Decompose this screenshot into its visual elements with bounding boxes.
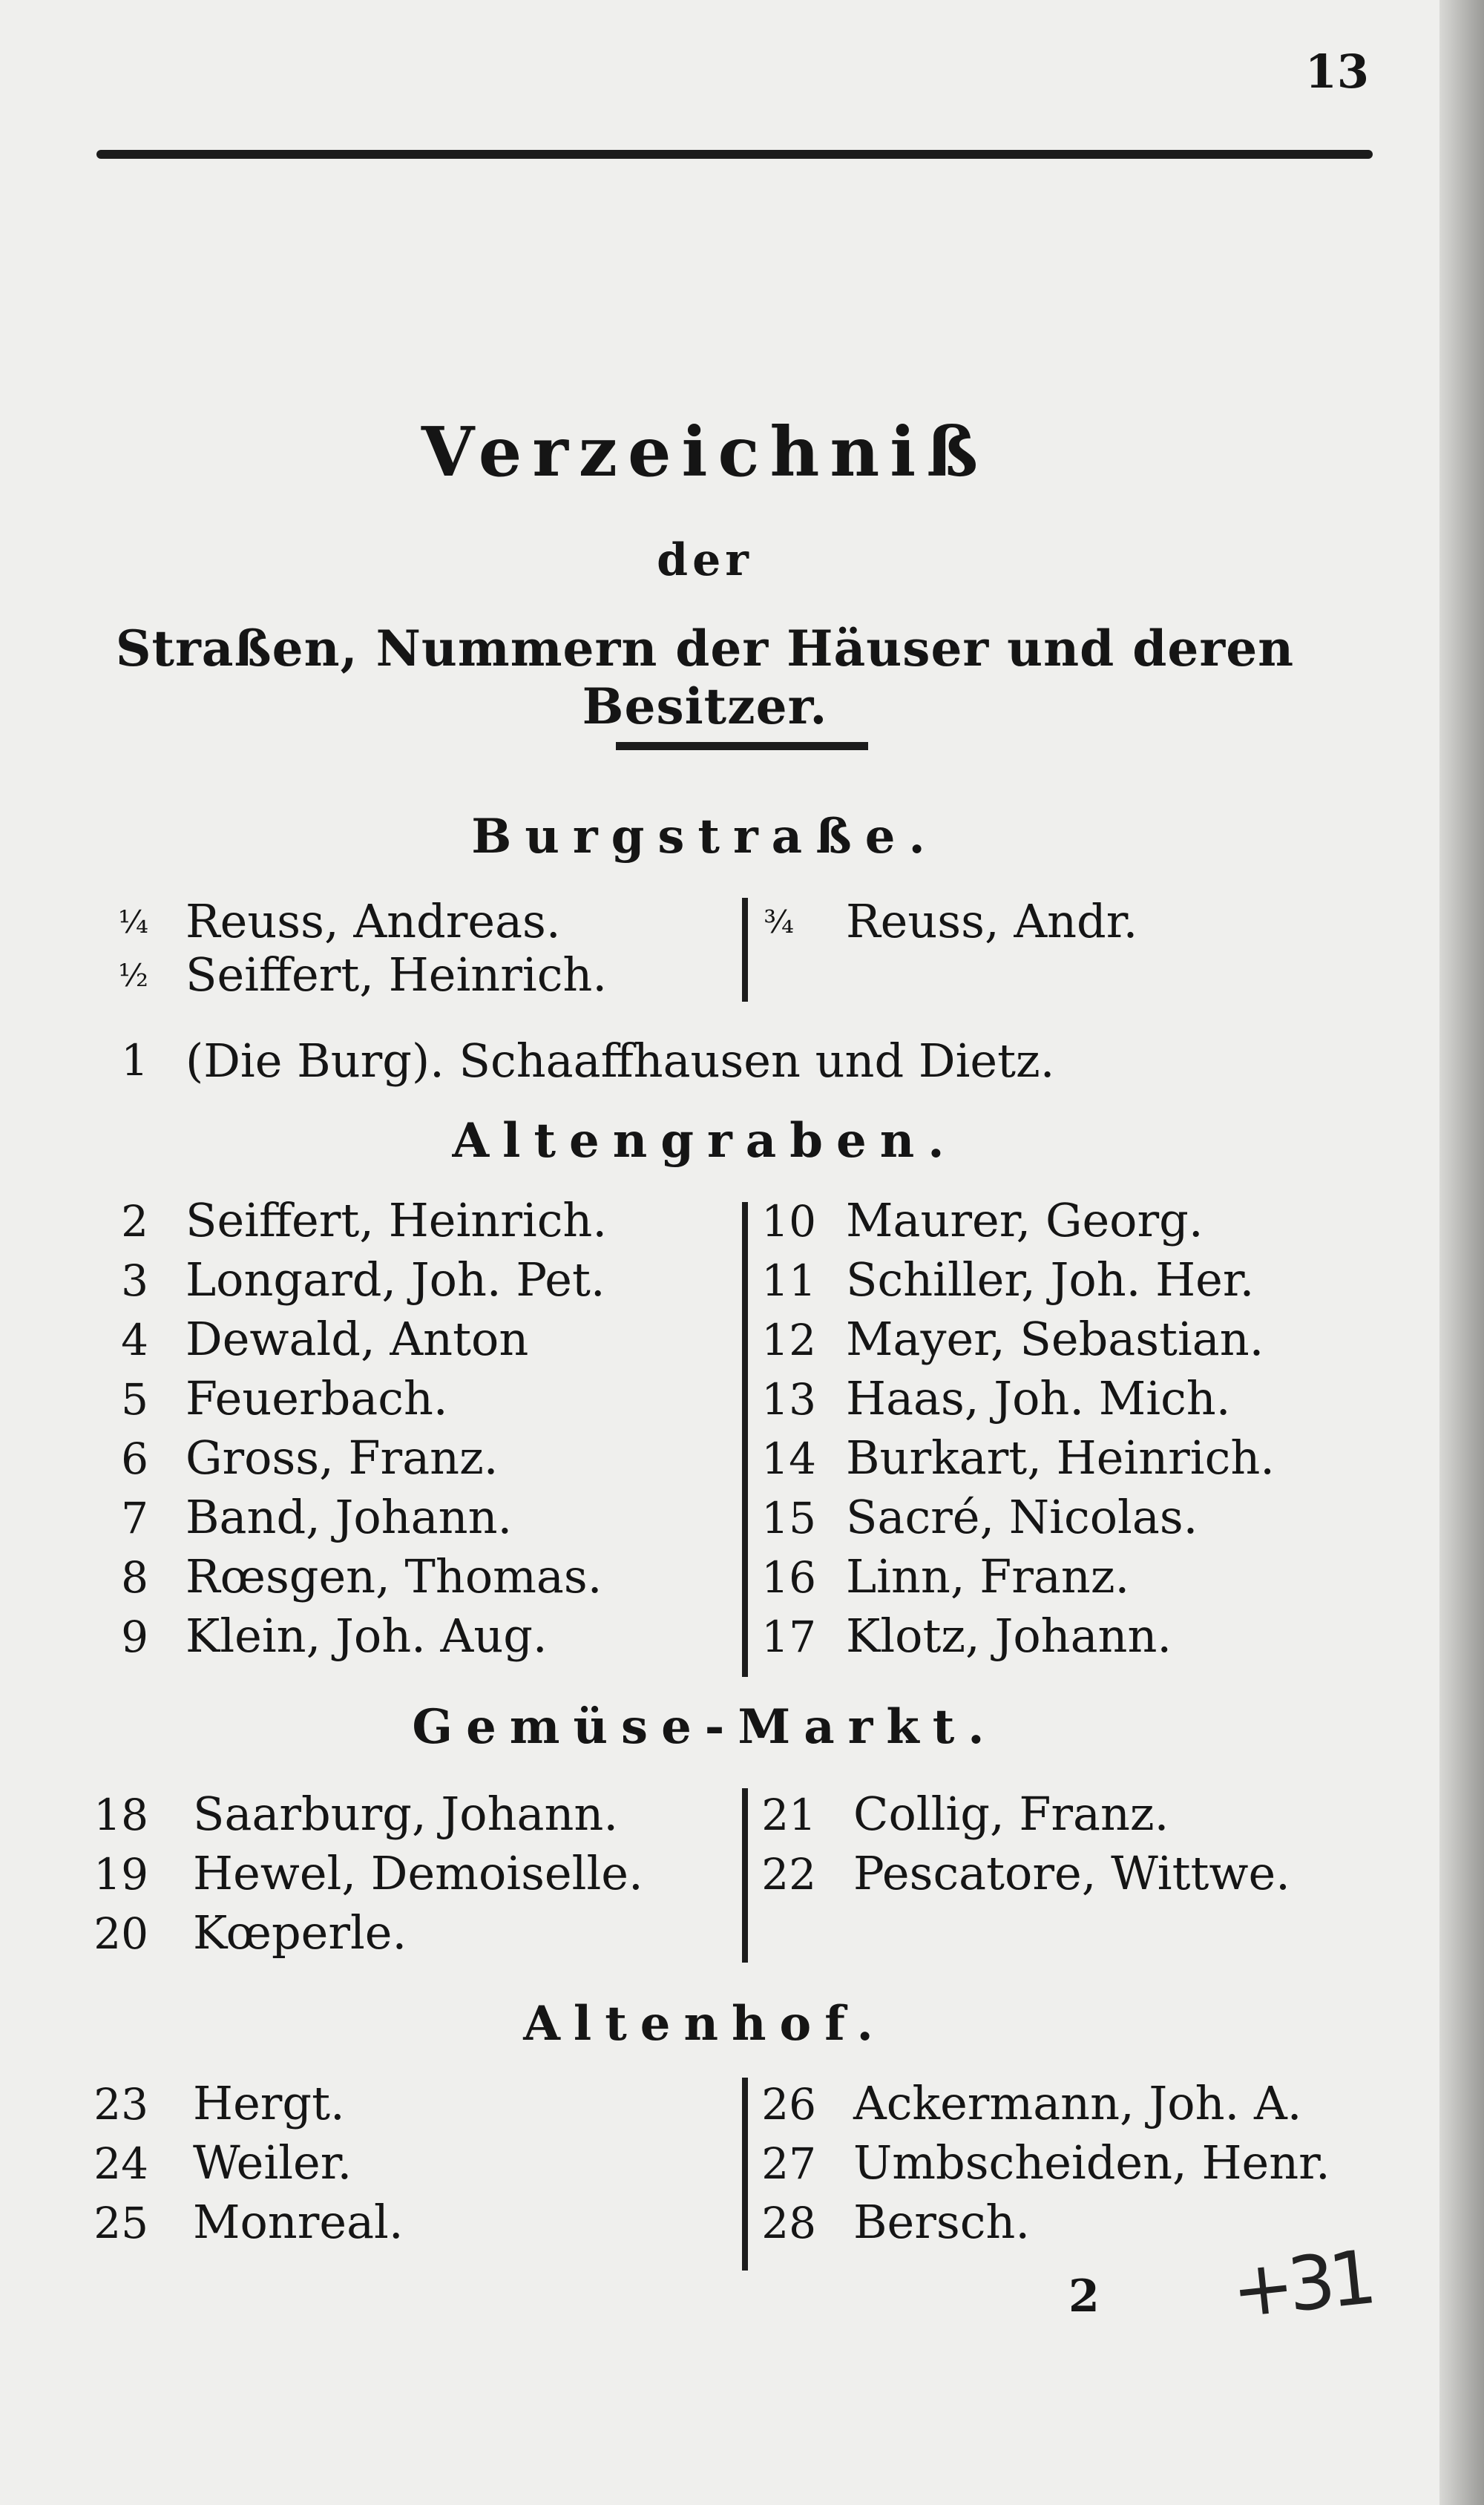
section-heading-burgstrasse: Burgstraße.	[471, 809, 939, 864]
entry-number: 2	[121, 1196, 148, 1247]
entry-owner: Feuerbach.	[186, 1371, 448, 1425]
page-title: Verzeichniß	[421, 412, 989, 492]
page-subtitle: Straßen, Nummern der Häuser und deren Besitzer.	[115, 620, 1295, 735]
entry-owner: Klotz, Johann.	[846, 1609, 1172, 1663]
entry-owner: Mayer, Sebastian.	[846, 1312, 1264, 1366]
entry-owner: Band, Johann.	[186, 1490, 513, 1544]
section-heading-altenhof: Altenhof.	[523, 1996, 887, 2052]
entry-number: 8	[121, 1552, 148, 1603]
entry-owner: Seiffert, Heinrich.	[186, 1193, 608, 1247]
entry-owner: Maurer, Georg.	[846, 1193, 1204, 1247]
entry-owner: Reuss, Andreas.	[186, 894, 561, 948]
entry-number: 24	[93, 2138, 148, 2189]
entry-number: 28	[761, 2198, 816, 2248]
handwritten-annotation: +31	[1227, 2233, 1375, 2335]
signature-mark: 2	[1068, 2271, 1100, 2322]
entry-number: 16	[761, 1552, 816, 1603]
entry-owner: Pescatore, Wittwe.	[853, 1846, 1290, 1900]
entry-owner: Seiffert, Heinrich.	[186, 948, 608, 1002]
entry-number: 27	[761, 2138, 816, 2189]
entry-number: 22	[761, 1849, 816, 1900]
entry-number: 5	[121, 1374, 148, 1425]
entry-number: ¼	[118, 904, 148, 940]
entry-number: 15	[761, 1493, 816, 1543]
entry-owner: Ackermann, Joh. A.	[853, 2076, 1302, 2130]
title-connector: der	[657, 534, 753, 586]
entry-owner: Longard, Joh. Pet.	[186, 1252, 605, 1307]
entry-owner: Rœsgen, Thomas.	[186, 1549, 603, 1603]
entry-number: 6	[121, 1434, 148, 1484]
entry-owner: Linn, Franz.	[846, 1549, 1130, 1603]
header-rule	[96, 150, 1373, 159]
entry-number: 18	[93, 1790, 148, 1840]
entry-number: 10	[761, 1196, 816, 1247]
entry-owner: Umbscheiden, Henr.	[853, 2135, 1330, 2190]
entry-owner: Gross, Franz.	[186, 1431, 499, 1485]
entry-owner: Reuss, Andr.	[846, 894, 1138, 948]
entry-number: 21	[761, 1790, 816, 1840]
entry-owner: Hergt.	[193, 2076, 345, 2130]
entry-number: 4	[121, 1315, 148, 1365]
entry-owner: Weiler.	[193, 2135, 352, 2190]
entry-owner: Bersch.	[853, 2195, 1031, 2249]
entry-number: 3	[121, 1255, 148, 1306]
entry-number: 7	[121, 1493, 148, 1543]
entry-owner: (Die Burg). Schaaffhausen und Dietz.	[186, 1034, 1055, 1088]
entry-number: ¾	[764, 904, 794, 940]
entry-number: 14	[761, 1434, 816, 1484]
entry-number: 26	[761, 2079, 816, 2130]
entry-number: 13	[761, 1374, 816, 1425]
title-rule	[616, 742, 868, 750]
page-edge-shadow	[1439, 0, 1484, 2505]
entry-owner: Schiller, Joh. Her.	[846, 1252, 1255, 1307]
entry-owner: Collig, Franz.	[853, 1787, 1169, 1841]
entry-number: 17	[761, 1612, 816, 1662]
entry-number: ½	[118, 957, 148, 994]
entry-owner: Saarburg, Johann.	[193, 1787, 619, 1841]
entry-owner: Burkart, Heinrich.	[846, 1431, 1275, 1485]
section-heading-gemuese-markt: Gemüse-Markt.	[412, 1699, 998, 1755]
entry-number: 19	[93, 1849, 148, 1900]
section-heading-altengraben: Altengraben.	[452, 1113, 958, 1169]
entry-number: 20	[93, 1908, 148, 1959]
entry-owner: Haas, Joh. Mich.	[846, 1371, 1231, 1425]
entry-number: 25	[93, 2198, 148, 2248]
entry-number: 9	[121, 1612, 148, 1662]
entry-number: 12	[761, 1315, 816, 1365]
entry-owner: Hewel, Demoiselle.	[193, 1846, 643, 1900]
page-number: 13	[1304, 45, 1369, 99]
entry-owner: Monreal.	[193, 2195, 404, 2249]
entry-number: 11	[761, 1255, 816, 1306]
entry-number: 23	[93, 2079, 148, 2130]
entry-owner: Dewald, Anton	[186, 1312, 529, 1366]
entry-owner: Kœperle.	[193, 1905, 407, 1960]
entry-number: 1	[121, 1035, 148, 1086]
entry-owner: Sacré, Nicolas.	[846, 1490, 1198, 1544]
entry-owner: Klein, Joh. Aug.	[186, 1609, 548, 1663]
